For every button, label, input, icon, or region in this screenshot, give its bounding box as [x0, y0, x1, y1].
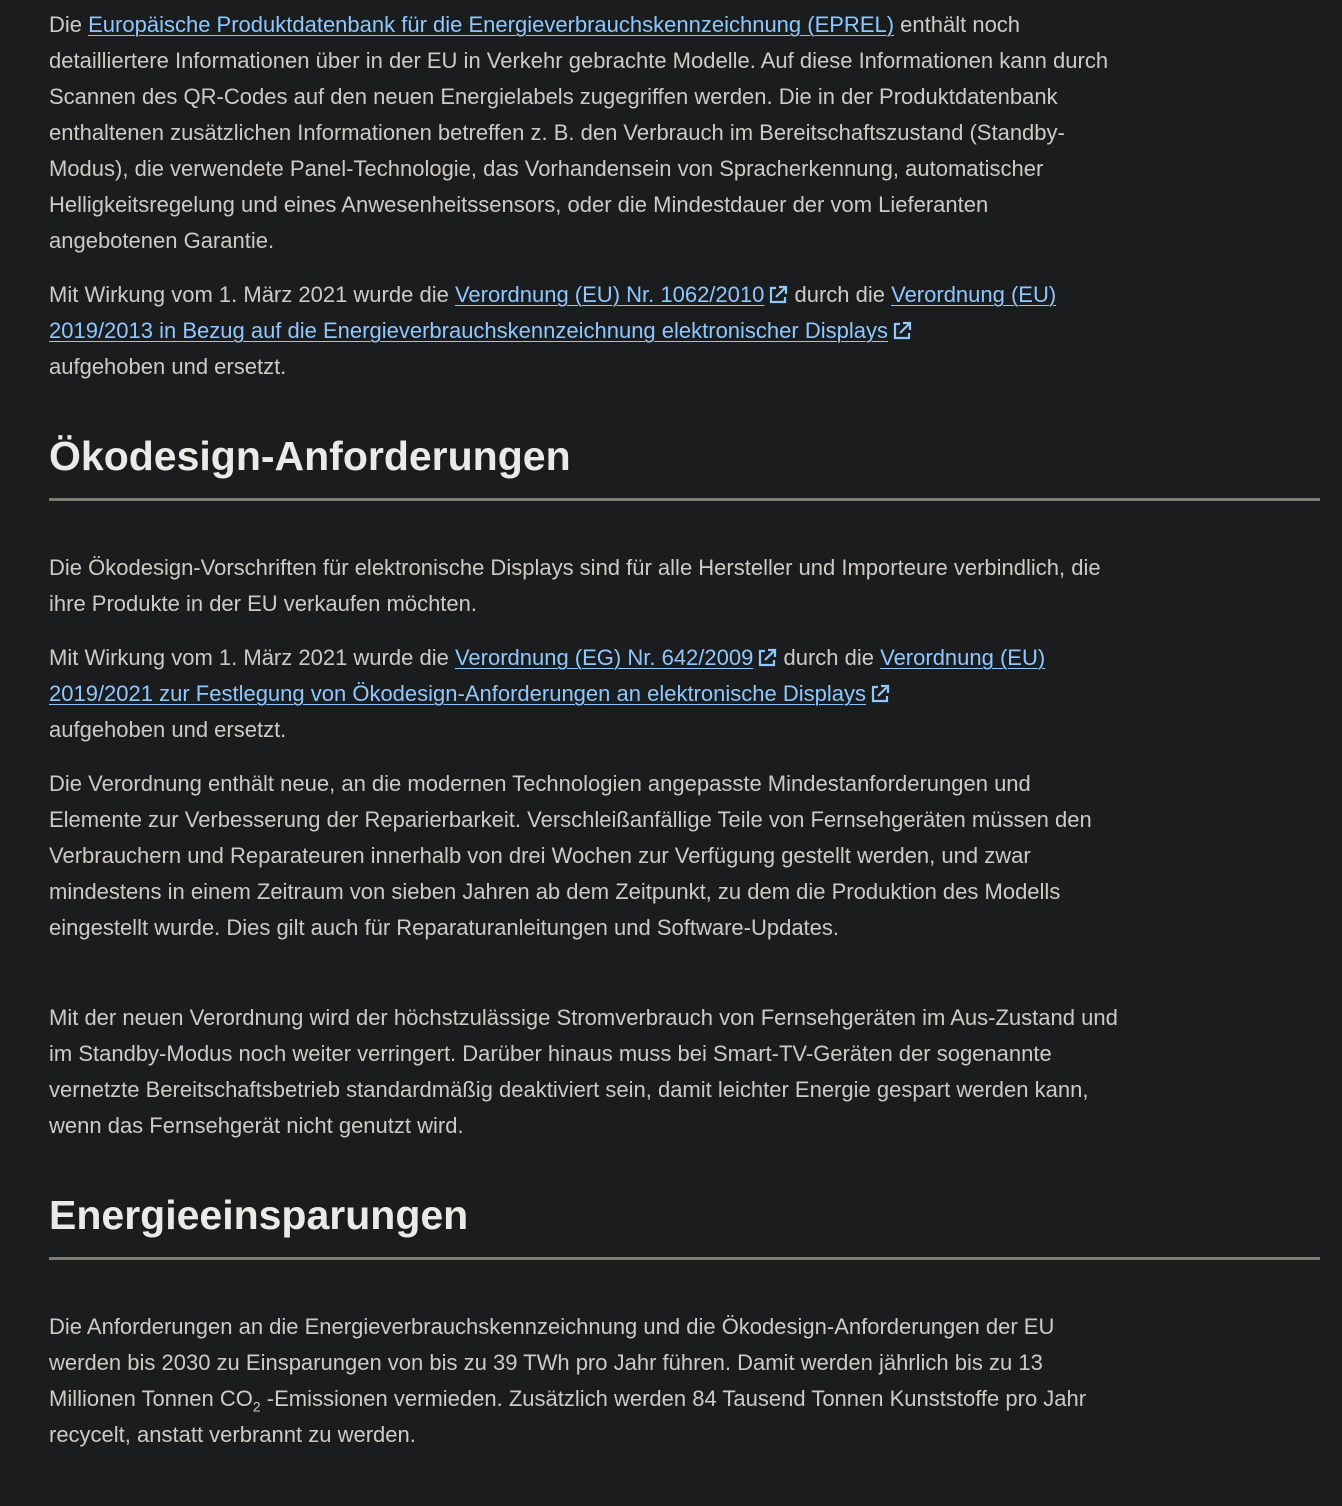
- ecodesign-paragraph-3: Die Verordnung enthält neue, an die modernen Technologien angepasste Mindestanforderungen und Elemente zur Verbesserung der Reparierbarkeit. Verschleißanfällige Teile von Fernsehgeräten müssen den Verbrauchern und Reparateuren innerhalb von drei Wochen zur Verfügung gestellt werden, und zwar mindestens in einem Zeitraum von sieben Jahren ab dem Zeitpunkt, zu dem die Produktion des Modells eingestellt wurde. Dies gilt auch für Reparaturanleitungen und Software-Updates.: [49, 771, 1092, 940]
- ecodesign-p2-text-pre: Mit Wirkung vom 1. März 2021 wurde die: [49, 645, 455, 670]
- ecodesign-paragraph-4: Mit der neuen Verordnung wird der höchstzulässige Stromverbrauch von Fernsehgeräten im Aus-Zustand und im Standby-Modus noch weiter verringert. Darüber hinaus muss bei Smart-TV-Geräten der sogenannte vernetzte Bereitschaftsbetrieb standardmäßig deaktiviert sein, damit leichter Energie gespart werden kann, wenn das Fernsehgerät nicht genutzt wird.: [49, 1005, 1118, 1138]
- ecodesign-paragraph-2: [49, 640, 1119, 748]
- ecodesign-paragraph-1: Die Ökodesign-Vorschriften für elektronische Displays sind für alle Hersteller und Importeure verbindlich, die ihre Produkte in der EU verkaufen möchten.: [49, 555, 1101, 616]
- savings-text-pre: Die Anforderungen an die Energieverbrauchskennzeichnung und die Ökodesign-Anforderungen der EU werden bis 2030 zu Einsparungen von bis zu 39 TWh pro Jahr führen. Damit werden jährlich bis zu 13 Millionen Tonnen CO: [49, 1314, 1055, 1411]
- savings-heading-rule: [49, 1257, 1320, 1260]
- external-link-icon[interactable]: [892, 321, 912, 341]
- regulation-642-2009-link[interactable]: Verordnung (EG) Nr. 642/2009: [454, 645, 754, 670]
- eprel-link[interactable]: Europäische Produktdatenbank für die Energieverbrauchskennzeichnung (EPREL): [88, 12, 895, 37]
- label-reg-text-mid: durch die: [794, 282, 892, 307]
- savings-heading: Energieeinsparungen: [49, 1192, 469, 1238]
- ecodesign-p2-text-mid: durch die: [783, 645, 881, 670]
- ecodesign-heading: Ökodesign-Anforderungen: [49, 433, 571, 479]
- external-link-icon[interactable]: [757, 648, 777, 668]
- savings-text-post: -Emissionen vermieden. Zusätzlich werden 84 Tausend Tonnen Kunststoffe pro Jahr recycelt, anstatt verbrannt zu werden.: [49, 1386, 1087, 1447]
- regulation-2019-2013-link[interactable]: Verordnung (EU) 2019/2013 in Bezug auf die Energieverbrauchskennzeichnung elektronischer Displays: [49, 282, 1057, 343]
- label-reg-text-post: aufgehoben und ersetzt.: [49, 354, 287, 379]
- eprel-text-pre: Die: [49, 12, 89, 37]
- co2-subscript: 2: [252, 1398, 261, 1415]
- ecodesign-p2-text-post: aufgehoben und ersetzt.: [49, 717, 287, 742]
- eprel-paragraph: [49, 7, 1119, 259]
- regulation-1062-2010-link[interactable]: Verordnung (EU) Nr. 1062/2010: [454, 282, 765, 307]
- savings-paragraph: [49, 1309, 1119, 1453]
- eprel-text-post: enthält noch detailliertere Informationen über in der EU in Verkehr gebrachte Modelle. Auf diese Informationen kann durch Scannen des QR-Codes auf den neuen Energielabels zugegriffen werden. Die in der Produktdatenbank enthaltenen zusätzlichen Informationen betreffen z. B. den Verbrauch im Bereitschaftszustand (Standby-Modus), die verwendete Panel-Technologie, das Vorhandensein von Spracherkennung, automatischer Helligkeitsregelung und eines Anwesenheitssensors, oder die Mindestdauer der vom Lieferanten angebotenen Garantie.: [49, 12, 1109, 253]
- regulation-2019-2021-link[interactable]: Verordnung (EU) 2019/2021 zur Festlegung von Ökodesign-Anforderungen an elektronische Displays: [49, 645, 1046, 706]
- label-reg-text-pre: Mit Wirkung vom 1. März 2021 wurde die: [49, 282, 455, 307]
- label-regulation-paragraph: [49, 277, 1119, 385]
- external-link-icon[interactable]: [768, 285, 788, 305]
- ecodesign-heading-rule: [49, 498, 1320, 501]
- external-link-icon[interactable]: [870, 684, 890, 704]
